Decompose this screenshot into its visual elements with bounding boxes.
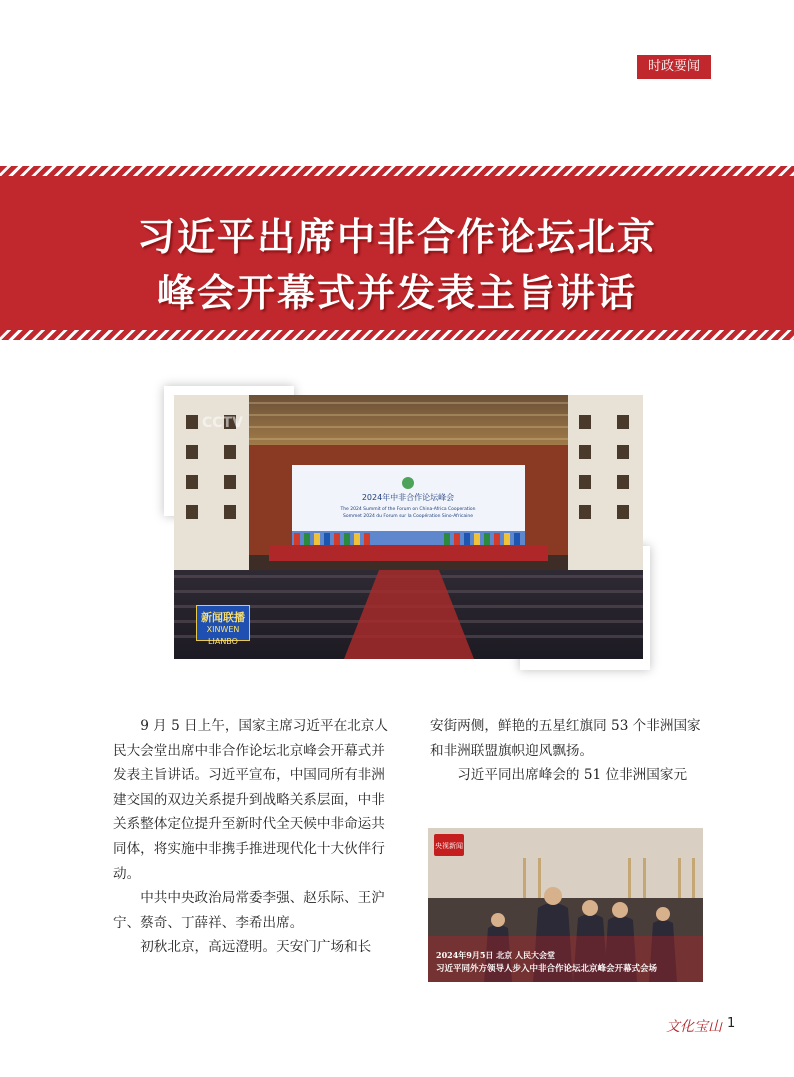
paragraph: 习近平同出席峰会的 51 位非洲国家元 bbox=[457, 767, 688, 784]
cctv-news-badge: 央视新闻 bbox=[435, 842, 463, 850]
article-title-line1: 习近平出席中非合作论坛北京 bbox=[136, 214, 657, 259]
photo-caption-line2: 习近平同外方领导人步入中非合作论坛北京峰会开幕式会场 bbox=[436, 964, 658, 974]
magazine-brand: 文化宝山 bbox=[666, 1019, 722, 1035]
paragraph: 安街两侧，鲜艳的五星红旗同 53 个非洲国家和非洲联盟旗帜迎风飘扬。 bbox=[430, 718, 701, 759]
cctv-watermark: CCTV bbox=[202, 415, 243, 431]
backdrop-subtitle-en: The 2024 Summit of the Forum on China-Africa Cooperation bbox=[340, 507, 476, 512]
paragraph: 中共中央政治局常委李强、赵乐际、王沪宁、蔡奇、丁薛祥、李希出席。 bbox=[113, 890, 385, 931]
article-body-right-column bbox=[430, 714, 706, 788]
backdrop-title: 2024年中非合作论坛峰会 bbox=[361, 493, 455, 502]
backdrop-subtitle-fr: Sommet 2024 du Forum sur la Coopération Sino-Africaine bbox=[343, 514, 473, 519]
page-number: 1 bbox=[727, 1016, 736, 1031]
section-tag: 时政要闻 bbox=[637, 55, 711, 79]
photo-caption-line1: 2024年9月5日 北京 人民大会堂 bbox=[436, 950, 555, 960]
paragraph: 9 月 5 日上午，国家主席习近平在北京人民大会堂出席中非合作论坛北京峰会开幕式并发表主旨讲话。习近平宣布，中国同所有非洲建交国的双边关系提升到战略关系层面，中非关系整体定位提升至新时代全天候中非命运共同体，将实施中非携手推进现代化十大伙伴行动。 bbox=[113, 718, 388, 882]
leaders-entering-photo bbox=[428, 828, 703, 982]
paragraph: 初秋北京，高远澄明。天安门广场和长 bbox=[140, 939, 372, 956]
article-body-left-column bbox=[113, 714, 389, 960]
article-title-line2: 峰会开幕式并发表主旨讲话 bbox=[156, 270, 637, 315]
leaders-illustration bbox=[428, 828, 703, 982]
xinwen-lianbo-logo: 新闻联播 XINWEN LIANBO bbox=[196, 605, 250, 641]
summit-hall-photo bbox=[174, 395, 643, 659]
